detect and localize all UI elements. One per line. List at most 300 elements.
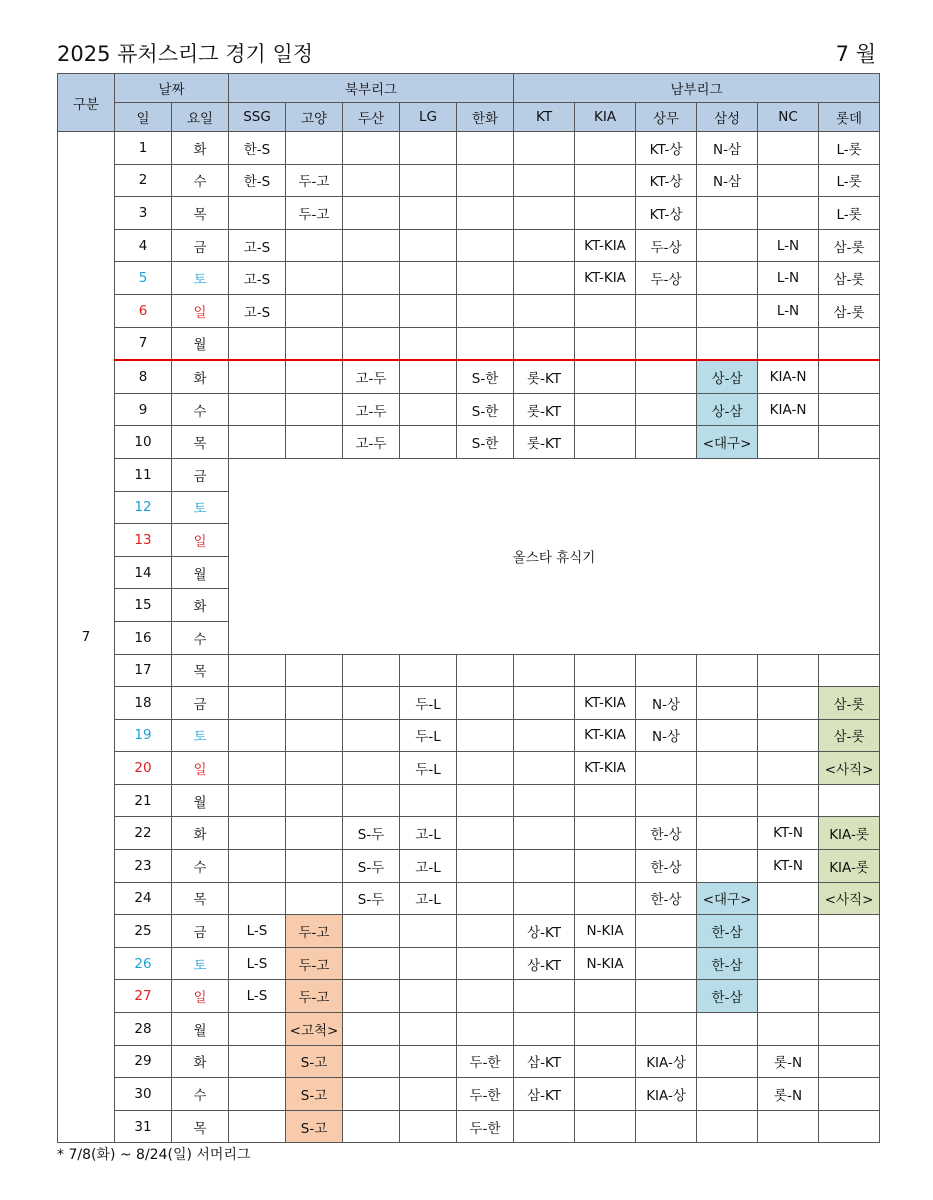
schedule-row [58, 262, 880, 295]
game-cell: 두-고 [286, 947, 343, 980]
game-cell [819, 1013, 880, 1046]
game-cell: 삼-롯 [819, 294, 880, 327]
game-cell: KT-N [758, 850, 819, 883]
schedule-row [58, 882, 880, 915]
game-cell: 두-상 [636, 262, 697, 295]
game-cell [575, 197, 636, 230]
game-cell [758, 327, 819, 360]
game-cell [514, 327, 575, 360]
game-cell [343, 1078, 400, 1111]
game-cell [575, 164, 636, 197]
game-cell: N-KIA [575, 915, 636, 948]
game-cell [286, 719, 343, 752]
game-cell: 고-두 [343, 360, 400, 393]
game-cell [697, 1110, 758, 1143]
game-cell [400, 360, 457, 393]
game-cell [575, 327, 636, 360]
footnote: * 7/8(화) ~ 8/24(일) 서머리그 [57, 1147, 251, 1163]
game-cell: 두-고 [286, 980, 343, 1013]
game-cell [457, 915, 514, 948]
weekday-cell: 목 [172, 197, 229, 230]
game-cell [575, 1045, 636, 1078]
game-cell [343, 980, 400, 1013]
schedule-row [58, 1078, 880, 1111]
day-cell: 18 [115, 687, 172, 720]
game-cell [343, 784, 400, 817]
game-cell [229, 654, 286, 687]
game-cell [575, 1013, 636, 1046]
game-cell: 두-고 [286, 915, 343, 948]
game-cell [514, 164, 575, 197]
game-cell [697, 1045, 758, 1078]
game-cell [400, 393, 457, 426]
game-cell [697, 1013, 758, 1046]
game-cell: KIA-N [758, 393, 819, 426]
game-cell: 삼-롯 [819, 262, 880, 295]
game-cell: 고-두 [343, 393, 400, 426]
game-cell: S-고 [286, 1078, 343, 1111]
game-cell [457, 197, 514, 230]
game-cell [229, 850, 286, 883]
schedule-row [58, 132, 880, 165]
game-cell [343, 1110, 400, 1143]
game-cell [758, 1013, 819, 1046]
weekday-cell: 월 [172, 1013, 229, 1046]
game-cell [343, 654, 400, 687]
game-cell [343, 1045, 400, 1078]
game-cell [229, 393, 286, 426]
game-cell [457, 687, 514, 720]
day-cell: 19 [115, 719, 172, 752]
game-cell [636, 327, 697, 360]
game-cell [400, 1078, 457, 1111]
game-cell: L-N [758, 229, 819, 262]
game-cell [819, 915, 880, 948]
day-cell: 29 [115, 1045, 172, 1078]
game-cell [286, 850, 343, 883]
game-cell: 두-한 [457, 1110, 514, 1143]
game-cell: S-두 [343, 817, 400, 850]
game-cell: N-KIA [575, 947, 636, 980]
game-cell: 두-고 [286, 197, 343, 230]
game-cell: 한-S [229, 164, 286, 197]
game-cell: 삼-롯 [819, 719, 880, 752]
game-cell [758, 980, 819, 1013]
game-cell [457, 164, 514, 197]
game-cell [229, 426, 286, 459]
team-header: LG [400, 103, 457, 132]
day-cell: 10 [115, 426, 172, 459]
game-cell [400, 229, 457, 262]
game-cell [343, 719, 400, 752]
game-cell [819, 1078, 880, 1111]
game-cell [697, 784, 758, 817]
game-cell [457, 784, 514, 817]
game-cell: 상-KT [514, 915, 575, 948]
game-cell [229, 752, 286, 785]
team-header: 두산 [343, 103, 400, 132]
game-cell [400, 654, 457, 687]
game-cell [758, 164, 819, 197]
game-cell [229, 719, 286, 752]
weekday-cell: 금 [172, 687, 229, 720]
game-cell [343, 229, 400, 262]
team-header: 한화 [457, 103, 514, 132]
game-cell: 삼-KT [514, 1078, 575, 1111]
game-cell: L-롯 [819, 132, 880, 165]
game-cell: S-고 [286, 1045, 343, 1078]
game-cell: KT-KIA [575, 229, 636, 262]
day-cell: 5 [115, 262, 172, 295]
weekday-cell: 일 [172, 980, 229, 1013]
weekday-cell: 일 [172, 294, 229, 327]
game-cell [514, 850, 575, 883]
game-cell [636, 752, 697, 785]
day-cell: 6 [115, 294, 172, 327]
game-cell: 롯-KT [514, 393, 575, 426]
weekday-cell: 토 [172, 491, 229, 524]
schedule-row [58, 752, 880, 785]
game-cell [400, 426, 457, 459]
game-cell: <사직> [819, 882, 880, 915]
game-cell [514, 752, 575, 785]
game-cell [514, 229, 575, 262]
game-cell [457, 262, 514, 295]
game-cell [400, 262, 457, 295]
game-cell [457, 327, 514, 360]
game-cell [400, 164, 457, 197]
game-cell: 두-L [400, 752, 457, 785]
game-cell [457, 294, 514, 327]
game-cell [636, 915, 697, 948]
day-cell: 17 [115, 654, 172, 687]
game-cell: KT-N [758, 817, 819, 850]
game-cell [697, 752, 758, 785]
game-cell: 고-L [400, 850, 457, 883]
game-cell [697, 294, 758, 327]
game-cell: 상-삼 [697, 360, 758, 393]
day-cell: 24 [115, 882, 172, 915]
game-cell [343, 915, 400, 948]
game-cell [457, 882, 514, 915]
game-cell [758, 915, 819, 948]
game-cell [343, 327, 400, 360]
game-cell [636, 294, 697, 327]
game-cell: S-한 [457, 426, 514, 459]
game-cell [636, 360, 697, 393]
team-header: SSG [229, 103, 286, 132]
schedule-row [58, 164, 880, 197]
game-cell [819, 1045, 880, 1078]
game-cell [575, 1078, 636, 1111]
south-league-header: 남부리그 [514, 74, 880, 103]
game-cell [286, 132, 343, 165]
game-cell [343, 132, 400, 165]
schedule-row [58, 687, 880, 720]
game-cell [514, 1013, 575, 1046]
game-cell [514, 654, 575, 687]
game-cell [697, 262, 758, 295]
schedule-row [58, 947, 880, 980]
game-cell [697, 817, 758, 850]
game-cell [343, 294, 400, 327]
game-cell [514, 294, 575, 327]
game-cell [457, 947, 514, 980]
weekday-cell: 월 [172, 327, 229, 360]
weekday-cell: 화 [172, 360, 229, 393]
game-cell [286, 817, 343, 850]
game-cell [457, 850, 514, 883]
game-cell [286, 229, 343, 262]
day-cell: 20 [115, 752, 172, 785]
day-header: 일 [115, 103, 172, 132]
game-cell [636, 654, 697, 687]
day-cell: 30 [115, 1078, 172, 1111]
game-cell: S-한 [457, 393, 514, 426]
weekday-cell: 월 [172, 784, 229, 817]
game-cell: KT-KIA [575, 687, 636, 720]
game-cell [400, 947, 457, 980]
schedule-row [58, 980, 880, 1013]
game-cell [575, 654, 636, 687]
weekday-cell: 월 [172, 556, 229, 589]
game-cell [229, 197, 286, 230]
team-header: 롯데 [819, 103, 880, 132]
game-cell: 롯-N [758, 1045, 819, 1078]
weekday-cell: 토 [172, 947, 229, 980]
game-cell: 두-한 [457, 1078, 514, 1111]
team-header: 고양 [286, 103, 343, 132]
game-cell: 삼-롯 [819, 687, 880, 720]
game-cell [758, 654, 819, 687]
game-cell: 고-L [400, 882, 457, 915]
game-cell [400, 980, 457, 1013]
game-cell [457, 1013, 514, 1046]
page-title: 2025 퓨처스리그 경기 일정 [57, 42, 314, 66]
game-cell: 한-상 [636, 850, 697, 883]
month-cell: 7 [58, 132, 115, 1143]
game-cell: KIA-롯 [819, 850, 880, 883]
game-cell [758, 752, 819, 785]
game-cell [819, 784, 880, 817]
game-cell: KT-상 [636, 197, 697, 230]
game-cell [457, 817, 514, 850]
day-cell: 1 [115, 132, 172, 165]
schedule-row [58, 426, 880, 459]
game-cell [343, 197, 400, 230]
game-cell: <사직> [819, 752, 880, 785]
game-cell [697, 229, 758, 262]
game-cell: KT-상 [636, 164, 697, 197]
schedule-row [58, 393, 880, 426]
game-cell [575, 882, 636, 915]
game-cell: 한-삼 [697, 947, 758, 980]
weekday-cell: 토 [172, 262, 229, 295]
game-cell [575, 980, 636, 1013]
day-cell: 11 [115, 458, 172, 491]
weekday-cell: 일 [172, 524, 229, 557]
game-cell [514, 132, 575, 165]
game-cell [514, 784, 575, 817]
header-row-2 [58, 103, 880, 132]
game-cell [697, 850, 758, 883]
game-cell [575, 1110, 636, 1143]
game-cell: KIA-상 [636, 1045, 697, 1078]
day-cell: 27 [115, 980, 172, 1013]
game-cell [286, 262, 343, 295]
game-cell [575, 294, 636, 327]
category-header: 구분 [58, 74, 115, 132]
game-cell [514, 882, 575, 915]
game-cell: KT-KIA [575, 752, 636, 785]
game-cell [697, 197, 758, 230]
game-cell [514, 817, 575, 850]
game-cell [400, 327, 457, 360]
weekday-cell: 수 [172, 850, 229, 883]
game-cell [819, 654, 880, 687]
game-cell [758, 1110, 819, 1143]
weekday-cell: 화 [172, 1045, 229, 1078]
game-cell [514, 1110, 575, 1143]
game-cell: 두-L [400, 687, 457, 720]
game-cell [343, 752, 400, 785]
day-cell: 2 [115, 164, 172, 197]
game-cell: L-롯 [819, 164, 880, 197]
game-cell [819, 426, 880, 459]
game-cell [229, 784, 286, 817]
day-cell: 25 [115, 915, 172, 948]
header-row-1 [58, 74, 880, 103]
day-cell: 26 [115, 947, 172, 980]
day-cell: 13 [115, 524, 172, 557]
game-cell: S-고 [286, 1110, 343, 1143]
game-cell: L-S [229, 915, 286, 948]
game-cell: N-삼 [697, 164, 758, 197]
game-cell [697, 327, 758, 360]
game-cell: L-롯 [819, 197, 880, 230]
title-row [57, 38, 876, 72]
game-cell: L-N [758, 294, 819, 327]
game-cell: 두-고 [286, 164, 343, 197]
game-cell: S-한 [457, 360, 514, 393]
game-cell [229, 1013, 286, 1046]
game-cell [636, 784, 697, 817]
game-cell [636, 947, 697, 980]
day-cell: 31 [115, 1110, 172, 1143]
game-cell [758, 197, 819, 230]
day-cell: 3 [115, 197, 172, 230]
game-cell [343, 262, 400, 295]
day-cell: 9 [115, 393, 172, 426]
game-cell: KT-상 [636, 132, 697, 165]
game-cell: 고-L [400, 817, 457, 850]
game-cell: KIA-롯 [819, 817, 880, 850]
team-header: KIA [575, 103, 636, 132]
game-cell: 삼-KT [514, 1045, 575, 1078]
game-cell [400, 132, 457, 165]
game-cell [457, 654, 514, 687]
weekday-cell: 금 [172, 915, 229, 948]
game-cell [286, 882, 343, 915]
team-header: NC [758, 103, 819, 132]
weekday-cell: 화 [172, 132, 229, 165]
game-cell: KT-KIA [575, 262, 636, 295]
schedule-row [58, 817, 880, 850]
weekday-cell: 목 [172, 426, 229, 459]
schedule-body [58, 74, 880, 1143]
day-cell: 7 [115, 327, 172, 360]
game-cell [636, 1110, 697, 1143]
game-cell: 두-한 [457, 1045, 514, 1078]
schedule-row [58, 1045, 880, 1078]
day-cell: 8 [115, 360, 172, 393]
game-cell: 롯-KT [514, 426, 575, 459]
schedule-row [58, 719, 880, 752]
game-cell [343, 947, 400, 980]
game-cell [575, 817, 636, 850]
game-cell: S-두 [343, 850, 400, 883]
month-label: 7 월 [835, 42, 876, 66]
game-cell [575, 393, 636, 426]
game-cell: N-상 [636, 687, 697, 720]
weekday-cell: 금 [172, 458, 229, 491]
game-cell [819, 947, 880, 980]
team-header: 삼성 [697, 103, 758, 132]
schedule-row [58, 1013, 880, 1046]
game-cell: 고-두 [343, 426, 400, 459]
weekday-cell: 수 [172, 621, 229, 654]
game-cell [514, 687, 575, 720]
game-cell [697, 654, 758, 687]
team-header: KT [514, 103, 575, 132]
game-cell [229, 1045, 286, 1078]
game-cell [819, 1110, 880, 1143]
weekday-cell: 수 [172, 164, 229, 197]
game-cell: 두-상 [636, 229, 697, 262]
game-cell: <고척> [286, 1013, 343, 1046]
game-cell [819, 393, 880, 426]
game-cell: 롯-N [758, 1078, 819, 1111]
game-cell [758, 719, 819, 752]
game-cell [514, 719, 575, 752]
game-cell: <대구> [697, 426, 758, 459]
game-cell: 두-L [400, 719, 457, 752]
weekday-cell: 화 [172, 817, 229, 850]
game-cell [575, 784, 636, 817]
game-cell: 한-S [229, 132, 286, 165]
day-cell: 28 [115, 1013, 172, 1046]
game-cell [575, 132, 636, 165]
game-cell [229, 1110, 286, 1143]
allstar-break-cell: 올스타 휴식기 [229, 458, 880, 654]
day-cell: 12 [115, 491, 172, 524]
game-cell [286, 393, 343, 426]
weekday-cell: 일 [172, 752, 229, 785]
game-cell [286, 426, 343, 459]
game-cell: 롯-KT [514, 360, 575, 393]
game-cell: 한-상 [636, 882, 697, 915]
game-cell [457, 719, 514, 752]
schedule-row [58, 229, 880, 262]
weekday-cell: 수 [172, 1078, 229, 1111]
game-cell: 고-S [229, 262, 286, 295]
game-cell [400, 1045, 457, 1078]
game-cell [286, 784, 343, 817]
game-cell [514, 980, 575, 1013]
day-cell: 16 [115, 621, 172, 654]
game-cell: KIA-상 [636, 1078, 697, 1111]
game-cell [286, 654, 343, 687]
